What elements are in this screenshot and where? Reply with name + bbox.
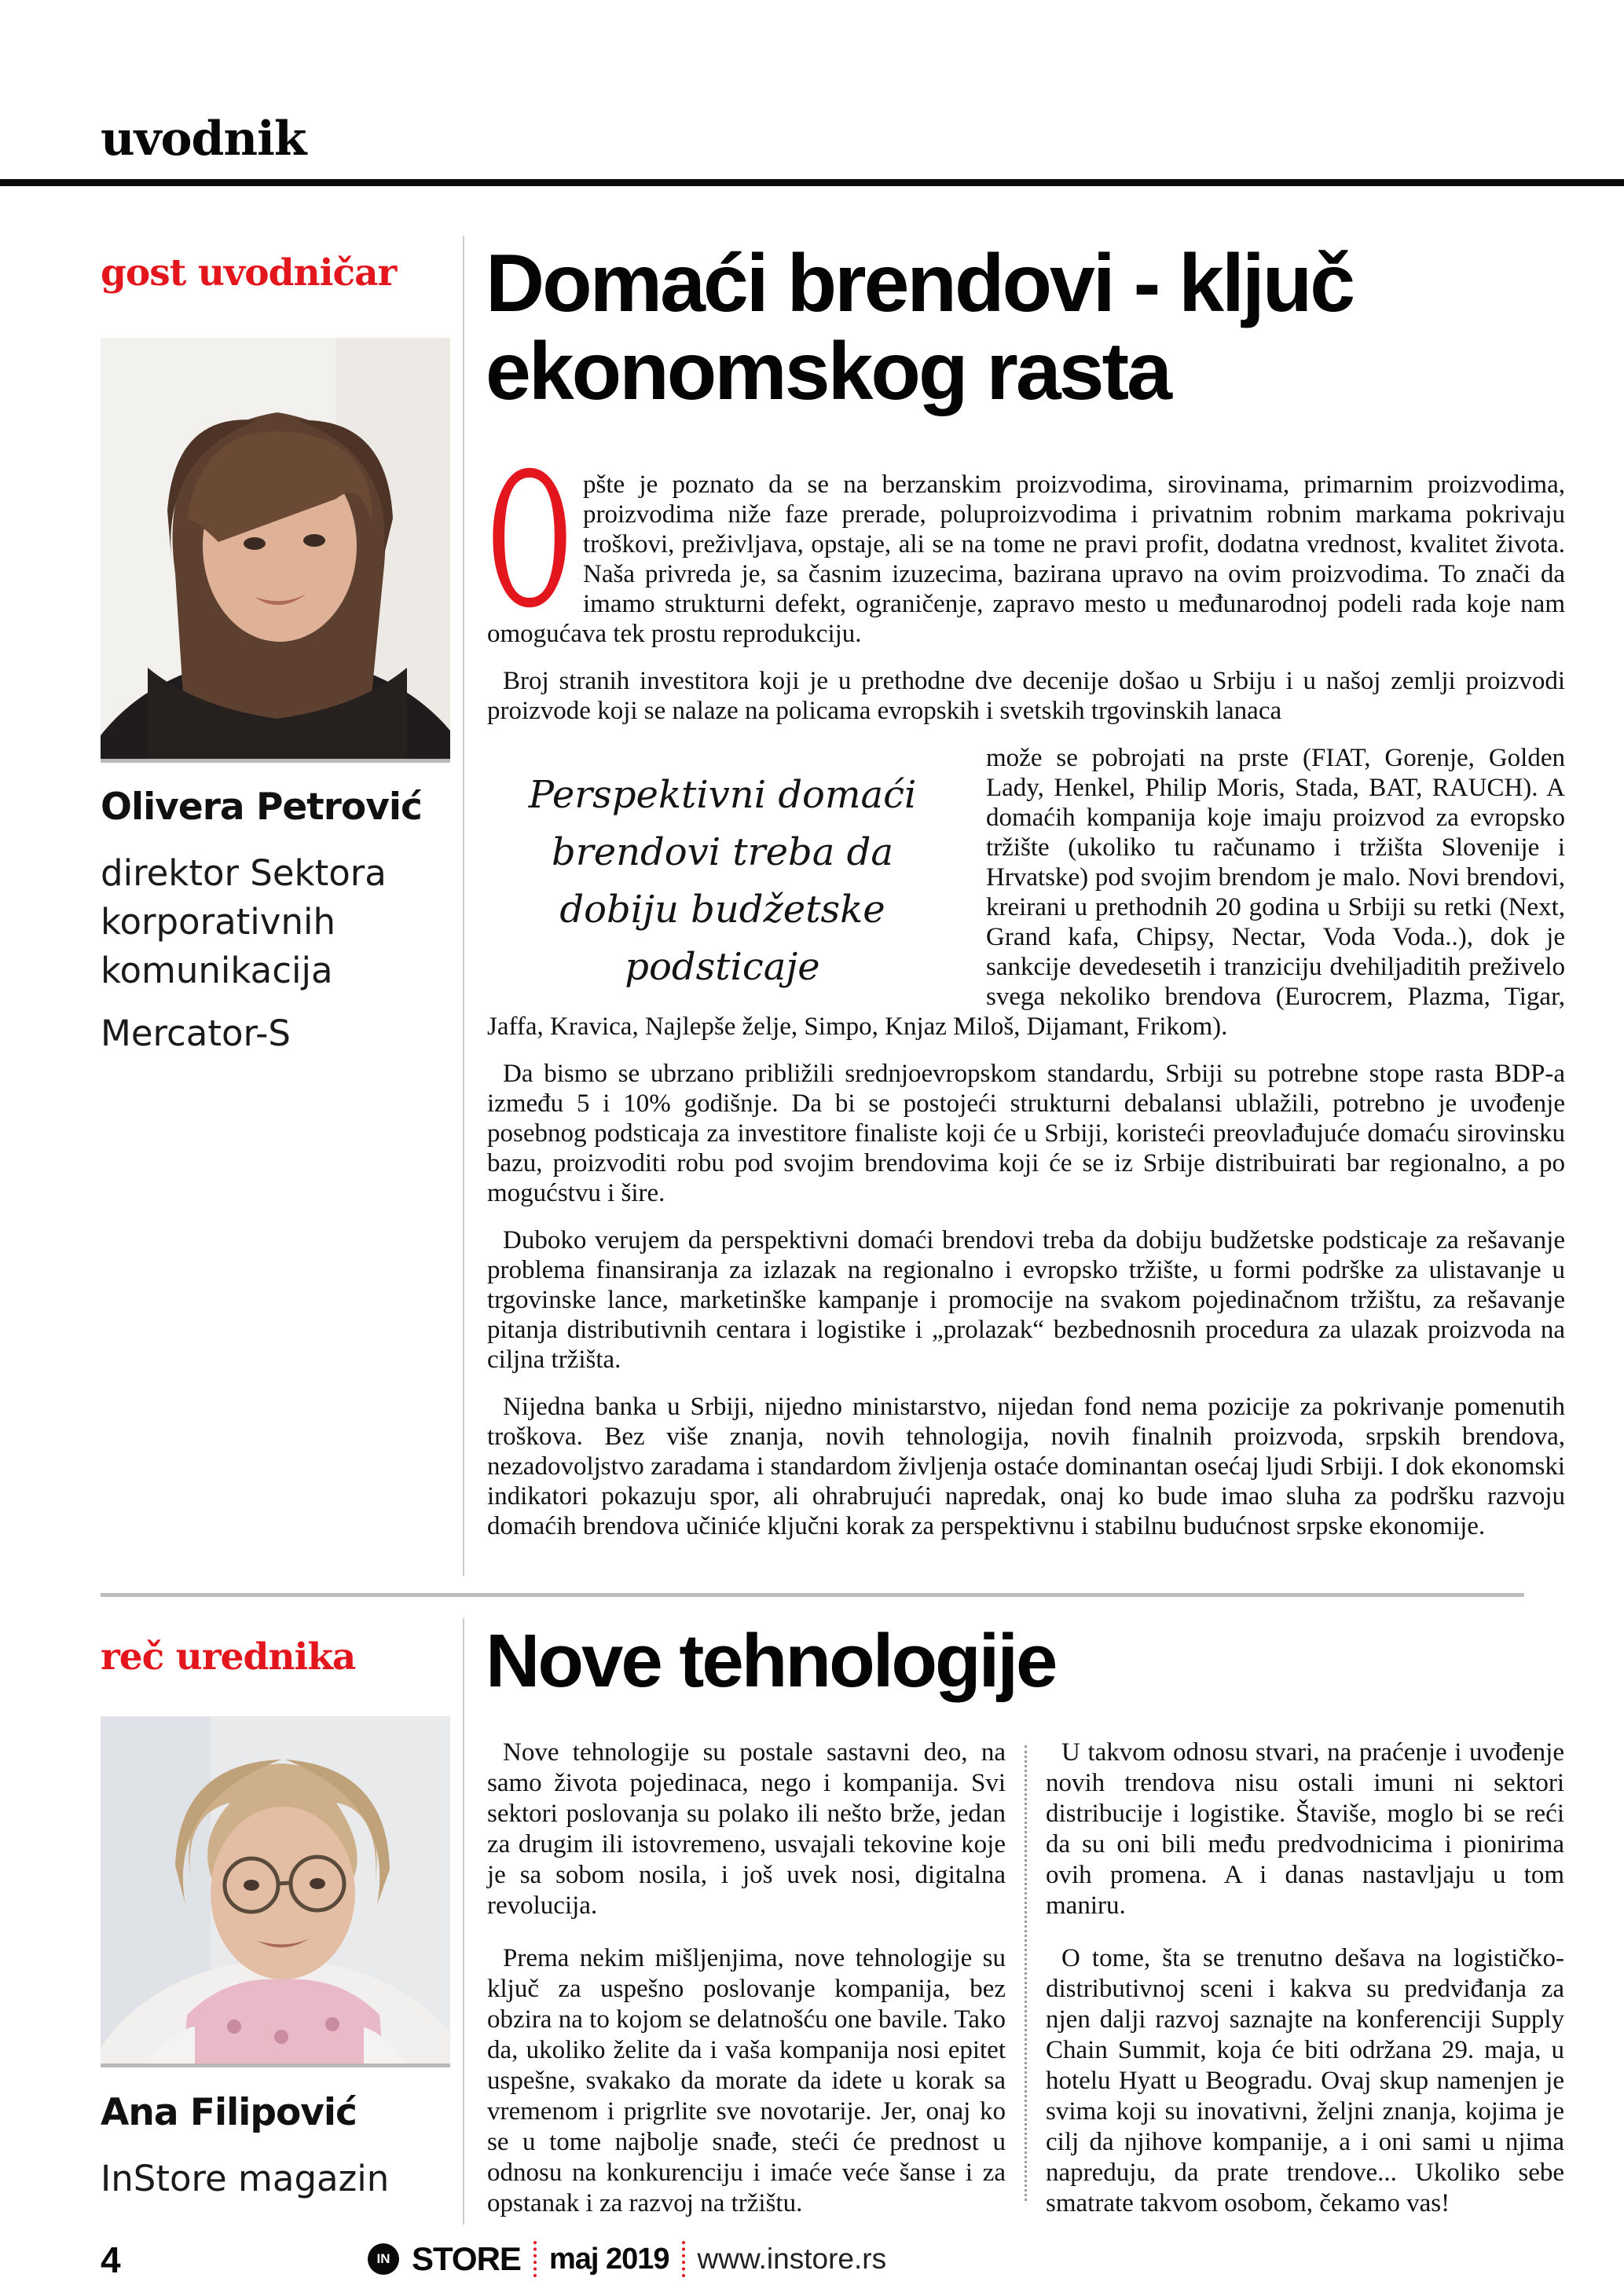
paragraph: Prema nekim mišljenjima, nove tehnologije su ključ za uspešno poslovanje kompanija, bez obzira na to kojom se delatnošću one bavile. Tako da, ukoliko želite da i vaša kompanija nosi epitet uspešne, svakako da morate da idete u korak sa vremenom i prigrlite sve novotarije. Jer, onaj ko se u tome najbolje snađe, steći će prednost u odnosu na konkurenciju i imaće veće šanse i za opstanak i za razvoj na tržištu. — [487, 1944, 1006, 2217]
footer-brand-row — [368, 2237, 886, 2281]
section-label: uvodnik — [101, 112, 306, 167]
guest-article-body — [487, 434, 1565, 1558]
guest-author-title: direktor Sektora korporativnih komunikacija — [101, 852, 387, 991]
editor-author-name: Ana Filipović — [101, 2091, 357, 2134]
drop-cap-letter: O — [487, 434, 572, 649]
editor-article-headline: Nove tehnologije — [486, 1619, 1056, 1703]
paragraph: Da bismo se ubrzano približili srednjoevropskom standardu, Srbiji su potrebne stope rasta BDP-a između 5 i 10% godišnje. Da bi se postojeći strukturni debalansi ublažili, potrebno je uvođenje posebnog podsticaja za investitore finaliste koji će u Srbiji, koristeći preovlađujuće domaću sirovinsku bazu, proizvoditi robu pod svojim brendovima koji će se iz Srbije distribuirati bar regionalno, a po mogućstvu i šire. — [487, 1060, 1565, 1207]
editor-article-body — [487, 1738, 1565, 2241]
paragraph-text: pšte je poznato da se na berzanskim proizvodima, sirovinama, primarnim proizvodima, proizvodima niže faze prerade, poluproizvodima i privatnim robnim markama pokrivaju troškovi, preživljava, opstaje, ali se na tome ne pravi profit, dodatna vrednost, kvalitet života. Naša privreda je, sa časnim izuzecima, bazirana upravo na ovim proizvodima. To znači da imamo strukturni defekt, ograničenje, zapravo mesto u međunarodnoj podeli rada koje nam omogućava tek prostu reprodukciju. — [487, 471, 1565, 648]
guest-article-headline — [486, 240, 1578, 416]
olivera-petrovic-photo — [101, 338, 450, 763]
website-url: www.instore.rs — [697, 2243, 887, 2275]
paragraph: Nove tehnologije su postale sastavni deo, na samo života pojedinaca, nego i kompanija. Svi sektori poslovanja su polako ili nešto brže, jedan za drugim ili istovremeno, usvajali tekovine koje je sa sobom nosila, i još uvek nosi, digitalna revolucija. — [487, 1738, 1006, 1920]
pull-quote: Perspektivni domaći brendovi treba da dobiju budžetske podsticaje — [528, 773, 917, 989]
guest-kicker: gost uvodničar — [101, 251, 397, 295]
masthead-rule — [0, 179, 1624, 186]
paragraph — [487, 434, 1565, 649]
editor-kicker: reč urednika — [101, 1635, 356, 1679]
brand-name: STORE — [412, 2240, 521, 2277]
instore-logo-icon: IN — [368, 2243, 399, 2275]
editor-author-meta — [101, 2091, 462, 2203]
headline-line-1: Domaći brendovi - ključ — [486, 238, 1354, 329]
paragraph: U takvom odnosu stvari, na praćenje i uvođenje novih trendova nisu ostali imuni ni sektori distribucije i logistike. Štaviše, moglo bi se reći da su oni bili među predvodnicima i pionirima ovih promena. A i danas nastavljaju u tom maniru. — [1046, 1738, 1564, 1920]
footer-separator-icon — [533, 2241, 537, 2277]
page-number: 4 — [101, 2239, 121, 2280]
page-footer — [0, 2237, 1624, 2284]
editor-author-title: InStore magazin — [101, 2158, 390, 2199]
editor-column-1 — [487, 1738, 1006, 2241]
paragraph: O tome, šta se trenutno dešava na logističko-distributivnoj sceni i kakva su predviđanja za njen dalji razvoj saznajte na konferenciji Supply Chain Summit, koja će biti održana 29. maja, u hotelu Hyatt u Beogradu. Ovaj skup namenjen je svima koji su inovativni, željni znanja, kojima je cilj da njihove kompanije, a i oni sami u njima napreduju, da prate trendove... Ukoliko sebe smatrate takvom osobom, čekamo vas! — [1046, 1944, 1564, 2217]
footer-separator-icon — [682, 2241, 685, 2277]
editor-column-2 — [1046, 1738, 1564, 2241]
column-divider-bottom — [463, 1618, 464, 2225]
portrait-woman-long-hair — [101, 338, 450, 759]
paragraph: može se pobrojati na prste (FIAT, Gorenje, Golden Lady, Henkel, Philip Moris, Stada, BAT, RAUCH). A domaćih kompanija koje imaju proizvod za evropsko tržište (ukoliko tu računamo i tržišta Slovenije i Hrvatske) pod svojim brendom je malo. Novi brendovi, kreirani u prethodnih 20 godina u Srbiji su retki (Next, Grand kafa, Chipsy, Nectar, Voda Voda..), dok je sankcije devedesetih i tranziciju dvehiljaditih preživelo svega nekoliko brendova (Eurocrem, Plazma, Tigar, Jaffa, Kravica, Najlepše želje, Simpo, Knjaz Miloš, Dijamant, Frikom). — [487, 744, 1565, 1041]
guest-author-name: Olivera Petrović — [101, 785, 422, 829]
portrait-woman-glasses-scarf — [101, 1716, 450, 2063]
pull-quote-flow — [487, 743, 1565, 1059]
guest-author-company: Mercator-S — [101, 1013, 291, 1054]
issue-date: maj 2019 — [548, 2242, 669, 2276]
headline-line-2: ekonomskog rasta — [486, 326, 1170, 417]
paragraph: Duboko verujem da perspektivni domaći brendovi treba da dobiju budžetske podsticaje za rešavanje problema finansiranja za izlazak na regionalno i evropsko tržište, u formi podrške za ulistavanje u trgovinske lance, marketinške kampanje i promocije na svakom pojedinačnom tržištu, za rešavanje pitanja distributivnih centara i logistike i „prolazak“ bezbednosnih procedura za ulazak proizvoda na ciljna tržišta. — [487, 1226, 1565, 1374]
paragraph: Nijedna banka u Srbiji, nijedno ministarstvo, nijedan fond nema pozicije za pokrivanje pomenutih troškova. Bez više znanja, novih tehnologija, novih finalnih proizvoda, srpskih brendova, nezadovoljstvo zaradama i standardom življenja ostaće dominantan osećaj ljudi Srbiji. I dok ekonomski indikatori pokazuju spor, ali ohrabrujući napredak, onaj ko bude imao sluha za podršku razvoju domaćih brendova učiniće ključni korak za perspektivnu i stabilnu budućnost srpske ekonomije. — [487, 1393, 1565, 1540]
ana-filipovic-photo — [101, 1716, 450, 2067]
column-divider-top — [463, 236, 464, 1576]
paragraph: Broj stranih investitora koji je u prethodne dve decenije došao u Srbiju i u našoj zemlji proizvodi proizvode koji se nalaze na policama evropskih i svetskih trgovinskih lanaca — [487, 667, 1565, 725]
section-divider — [101, 1593, 1524, 1597]
dotted-column-divider — [1025, 1745, 1027, 2201]
guest-author-meta — [101, 785, 462, 1054]
